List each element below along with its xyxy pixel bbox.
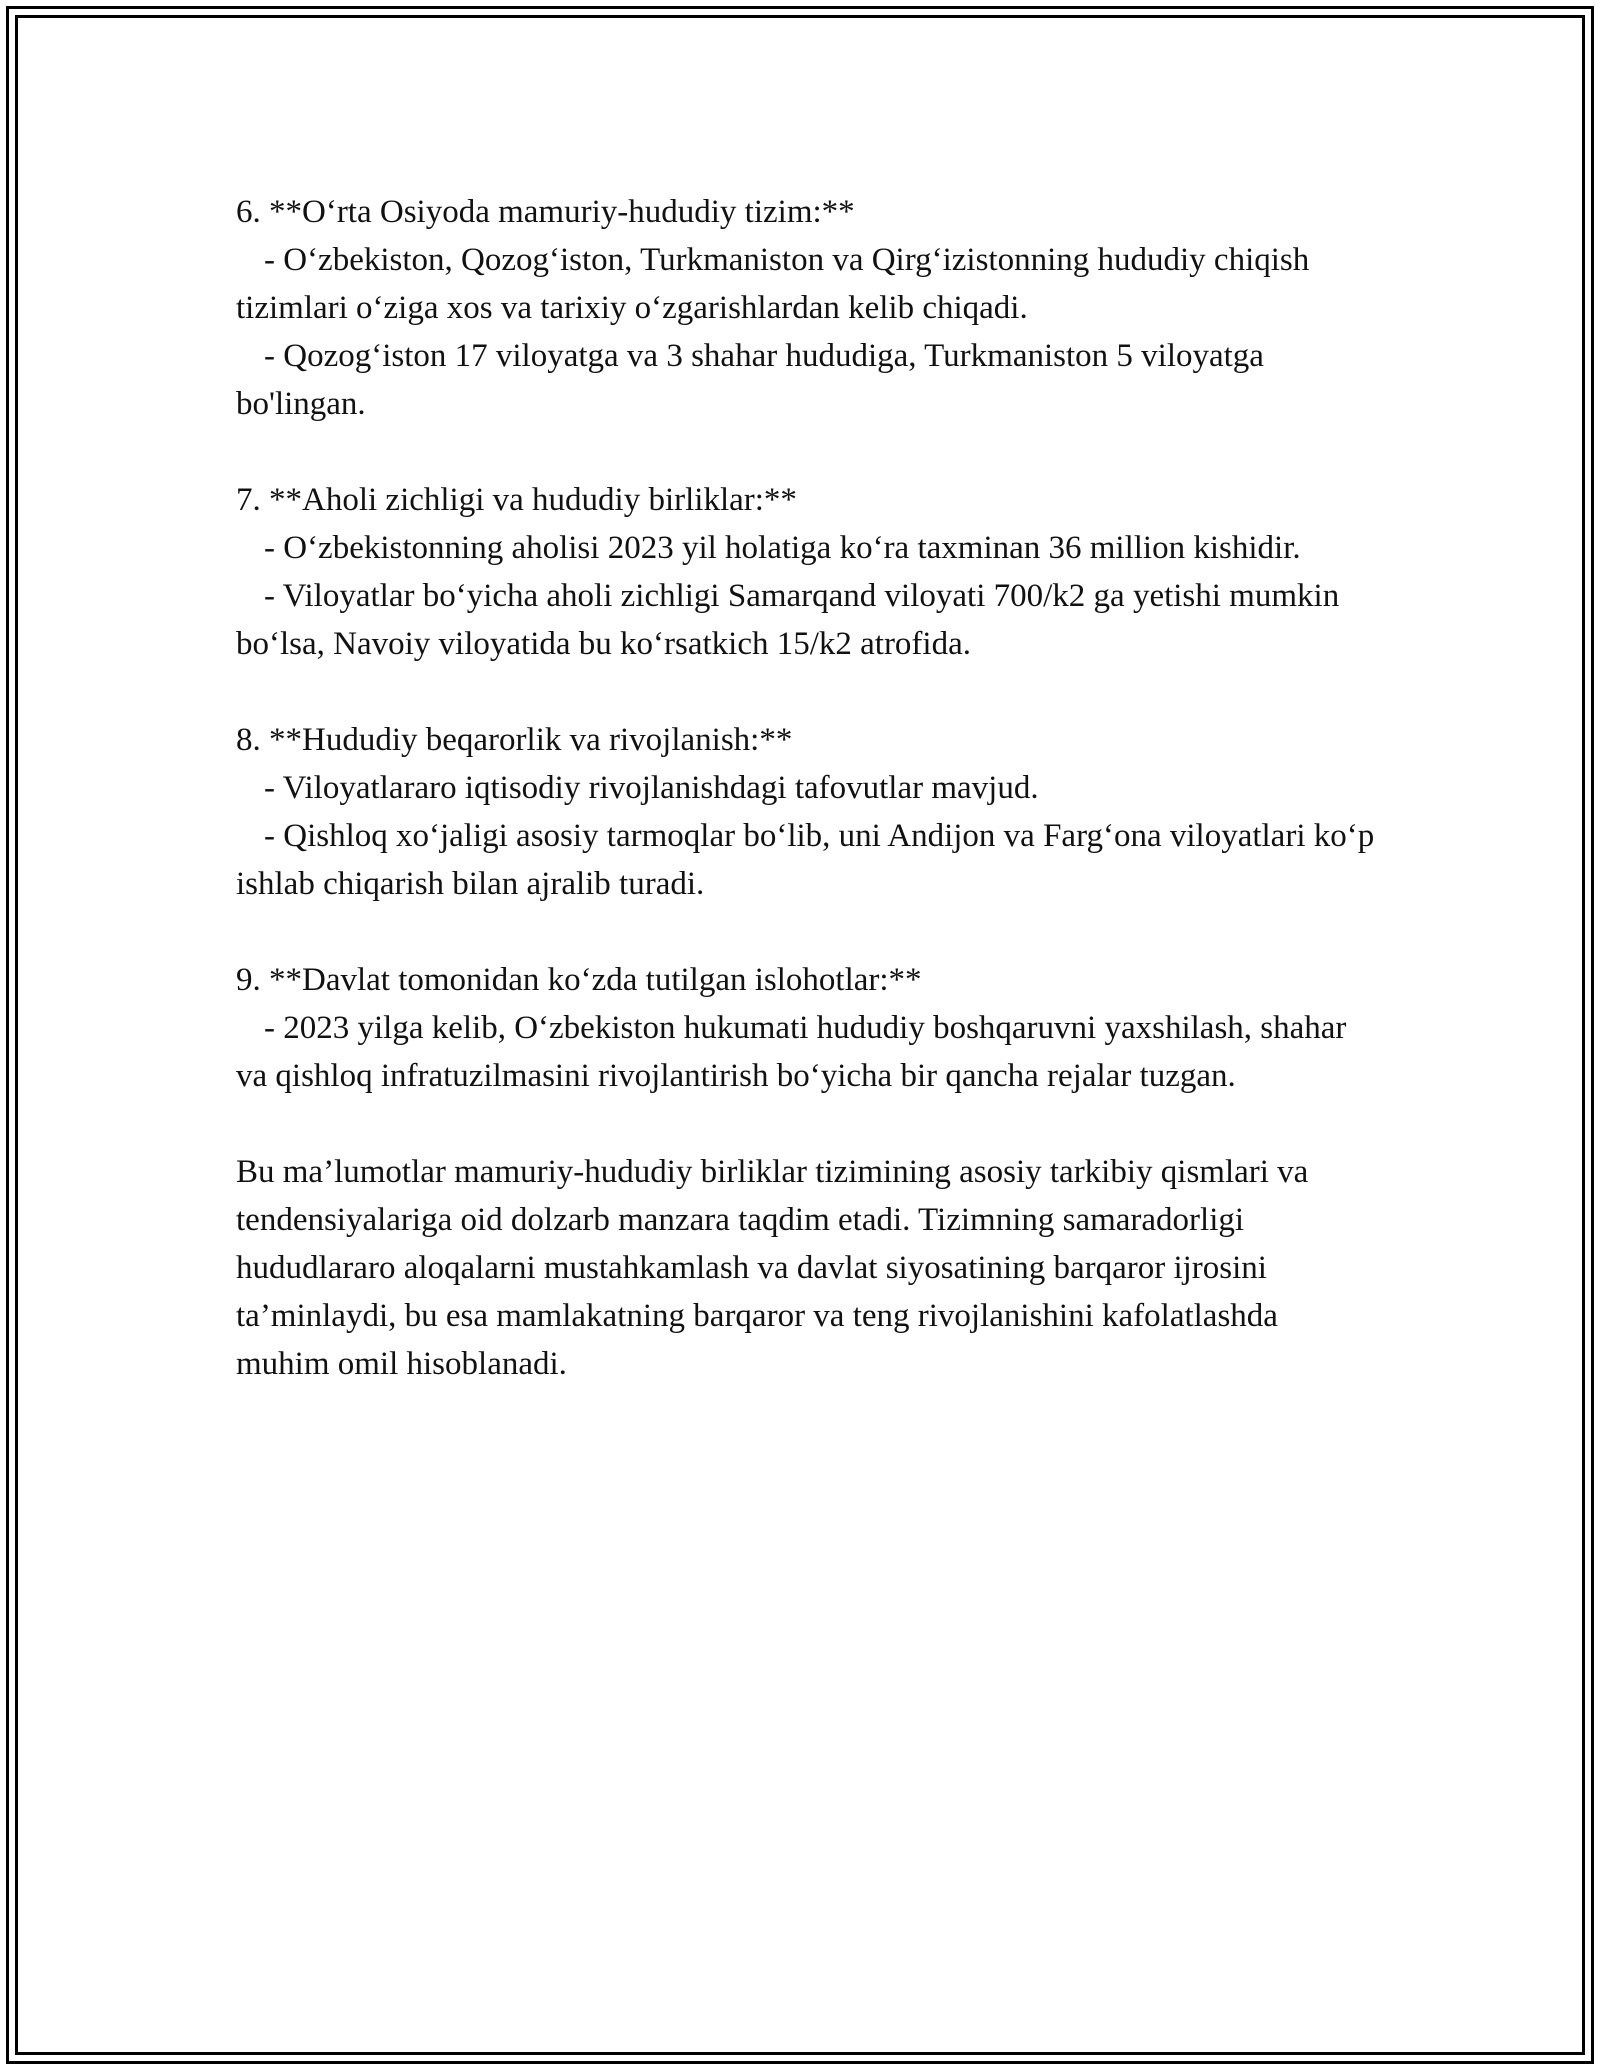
section-8	[236, 716, 1376, 908]
bullet-item: - Qozog‘iston 17 viloyatga va 3 shahar hududiga, Turkmaniston 5 viloyatga bo'lingan.	[236, 338, 1264, 422]
section-9	[236, 956, 1376, 1100]
bullet-item: - Viloyatlararo iqtisodiy rivojlanishdagi tafovutlar mavjud.	[264, 770, 1039, 806]
section-7	[236, 476, 1376, 668]
document-body	[236, 188, 1376, 1388]
closing-paragraph: Bu ma’lumotlar mamuriy-hududiy birliklar tizimining asosiy tarkibiy qismlari va tendensiyalariga oid dolzarb manzara taqdim etadi. Tizimning samaradorligi hududlararo aloqalarni mustahkamlash va davlat siyosatining barqaror ijrosini ta’minlaydi, bu esa mamlakatning barqaror va teng rivojlanishini kafolatlashda muhim omil hisoblanadi.	[236, 1154, 1309, 1382]
bullet-item: - Qishloq xo‘jaligi asosiy tarmoqlar bo‘lib, uni Andijon va Farg‘ona viloyatlari ko‘p ishlab chiqarish bilan ajralib turadi.	[236, 818, 1375, 902]
section-6	[236, 188, 1376, 428]
section-heading: 7. **Aholi zichligi va hududiy birliklar:**	[236, 482, 797, 518]
section-heading: 6. **O‘rta Osiyoda mamuriy-hududiy tizim:**	[236, 194, 855, 230]
bullet-item: - O‘zbekiston, Qozog‘iston, Turkmaniston va Qirg‘izistonning hududiy chiqish tizimlari o‘ziga xos va tarixiy o‘zgarishlardan kelib chiqadi.	[236, 242, 1310, 326]
bullet-item: - Viloyatlar bo‘yicha aholi zichligi Samarqand viloyati 700/k2 ga yetishi mumkin bo‘lsa, Navoiy viloyatida bu ko‘rsatkich 15/k2 atrofida.	[236, 578, 1340, 662]
section-heading: 9. **Davlat tomonidan ko‘zda tutilgan islohotlar:**	[236, 962, 922, 998]
section-heading: 8. **Hududiy beqarorlik va rivojlanish:**	[236, 722, 793, 758]
bullet-item: - 2023 yilga kelib, O‘zbekiston hukumati hududiy boshqaruvni yaxshilash, shahar va qishloq infratuzilmasini rivojlantirish bo‘yicha bir qancha rejalar tuzgan.	[236, 1010, 1347, 1094]
bullet-item: - O‘zbekistonning aholisi 2023 yil holatiga ko‘ra taxminan 36 million kishidir.	[264, 530, 1301, 566]
